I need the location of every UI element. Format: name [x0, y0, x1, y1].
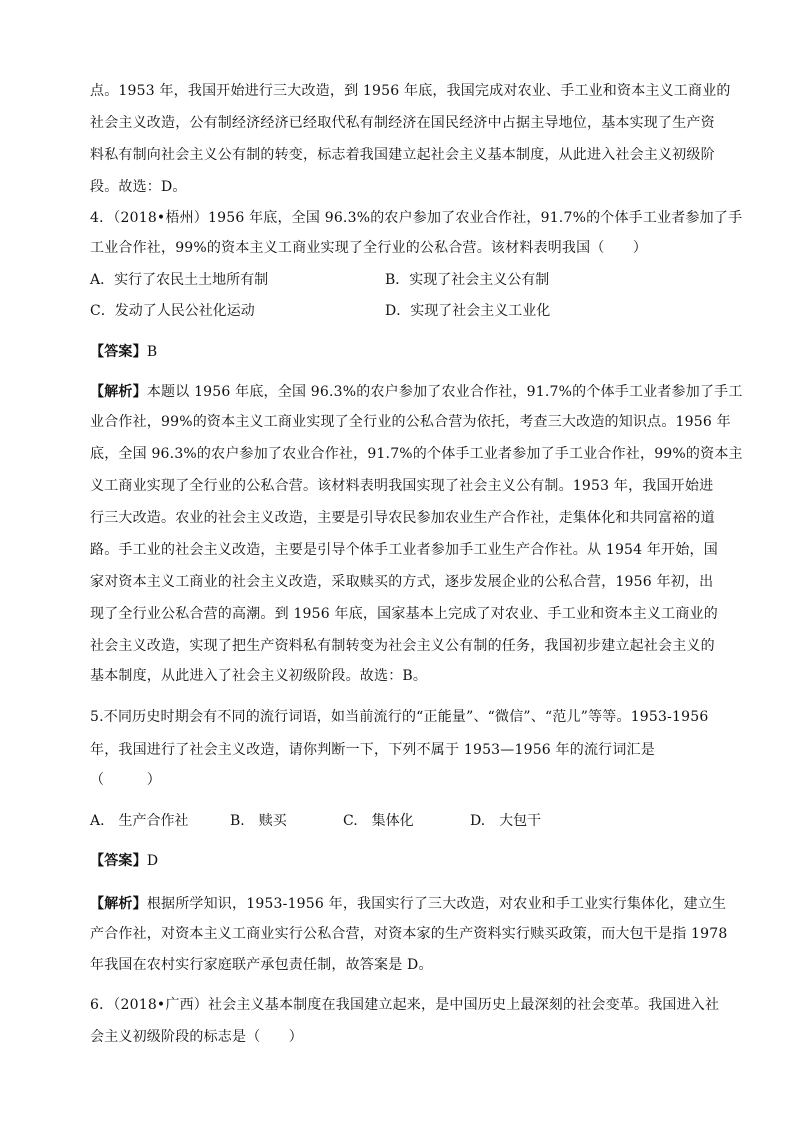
q5-answer-value: D — [146, 853, 159, 869]
q4-analysis-line-1 — [90, 382, 743, 402]
q5-option-c: C. 集体化 — [343, 813, 414, 829]
q5-analysis-label: 【解析】 — [90, 896, 147, 912]
intro-line-2: 社会主义改造，公有制经济经济已经取代私有制经济在国民经济中占据主导地位，基本实现了生产资 — [90, 115, 715, 131]
q4-analysis-text-1: 本题以 1956 年底，全国 96.3%的农户参加了农业合作社，91.7%的个体手工业者参加了手工 — [146, 384, 743, 400]
q5-option-b: B. 赎买 — [230, 813, 287, 829]
q4-stem-line-2: 工业合作社，99%的资本主义工商业实现了全行业的公私合营。该材料表明我国（ ） — [90, 240, 648, 256]
intro-line-3: 料私有制向社会主义公有制的转变，标志着我国建立起社会主义基本制度，从此进入社会主义初级阶 — [90, 147, 715, 163]
q4-analysis-label: 【解析】 — [90, 384, 147, 400]
q4-analysis-line-3: 底，全国 96.3%的农户参加了农业合作社，91.7%的个体手工业者参加了手工业合作社，99%的资本主 — [90, 446, 743, 462]
q4-analysis-line-10: 基本制度，从此进入了社会主义初级阶段。故选：B。 — [90, 668, 428, 684]
q4-option-c: C．发动了人民公社化运动 — [90, 303, 255, 319]
q4-analysis-line-6: 路。手工业的社会主义改造，主要是引导个体手工业者参加手工业生产合作社。从 1954 年开始，国 — [90, 542, 718, 558]
q4-analysis-line-9: 社会主义改造，实现了把生产资料私有制转变为社会主义公有制的任务，我国初步建立起社会主义的 — [90, 638, 715, 654]
q5-stem-line-2: 年，我国进行了社会主义改造，请你判断一下，下列不属于 1953—1956 年的流行词汇是 — [90, 742, 655, 758]
q5-analysis-text-1: 根据所学知识，1953-1956 年，我国实行了三大改造，对农业和手工业实行集体化，建立生 — [146, 896, 727, 912]
q4-stem-line-1: 4．（2018•梧州）1956 年底，全国 96.3%的农户参加了农业合作社，91.7%的个体手工业者参加了手 — [90, 210, 743, 226]
q4-option-b: B．实现了社会主义公有制 — [385, 272, 550, 288]
q5-option-a: A. 生产合作社 — [90, 813, 189, 829]
q4-analysis-line-2: 业合作社，99%的资本主义工商业实现了全行业的公私合营为依托，考查三大改造的知识点。1956 年 — [90, 414, 731, 430]
q5-analysis-line-3: 年我国在农村实行家庭联产承包责任制，故答案是 D。 — [90, 957, 433, 973]
q5-answer — [90, 851, 710, 871]
q4-analysis-line-7: 家对资本主义工商业的社会主义改造，采取赎买的方式，逐步发展企业的公私合营，1956 年初，出 — [90, 574, 714, 590]
q4-analysis-line-8: 现了全行业公私合营的高潮。到 1956 年底，国家基本上完成了对农业、手工业和资本主义工商业的 — [90, 606, 718, 622]
intro-line-1: 点。1953 年，我国开始进行三大改造，到 1956 年底，我国完成对农业、手工业和资本主义工商业的 — [90, 83, 731, 99]
q5-analysis-line-2: 产合作社，对资本主义工商业实行公私合营，对资本家的生产资料实行赎买政策，而大包干是指 1978 — [90, 926, 728, 942]
q5-answer-label: 【答案】 — [90, 853, 147, 869]
q6-stem-line-2: 会主义初级阶段的标志是（ ） — [90, 1029, 303, 1045]
q5-analysis-line-1 — [90, 894, 727, 914]
q5-option-d: D. 大包干 — [470, 813, 542, 829]
q4-answer-label: 【答案】 — [90, 344, 147, 360]
intro-line-4: 段。故选：D。 — [90, 179, 187, 195]
q4-analysis-line-4: 义工商业实现了全行业的公私合营。该材料表明我国实现了社会主义公有制。1953 年，我国开始进 — [90, 478, 714, 494]
q5-stem-line-1: 5.不同历史时期会有不同的流行词语，如当前流行的“正能量”、“微信”、“范儿”等等。1953-1956 — [90, 709, 709, 725]
q4-answer — [90, 342, 710, 362]
q4-answer-value: B — [146, 344, 158, 360]
q4-analysis-line-5: 行三大改造。农业的社会主义改造，主要是引导农民参加农业生产合作社，走集体化和共同富裕的道 — [90, 510, 715, 526]
q5-stem-line-3: （ ） — [90, 772, 161, 788]
q4-option-d: D．实现了社会主义工业化 — [385, 303, 551, 319]
q6-stem-line-1: 6．（2018•广西）社会主义基本制度在我国建立起来，是中国历史上最深刻的社会变革。我国进入社 — [90, 997, 720, 1013]
q4-option-a: A．实行了农民土土地所有制 — [90, 272, 269, 288]
